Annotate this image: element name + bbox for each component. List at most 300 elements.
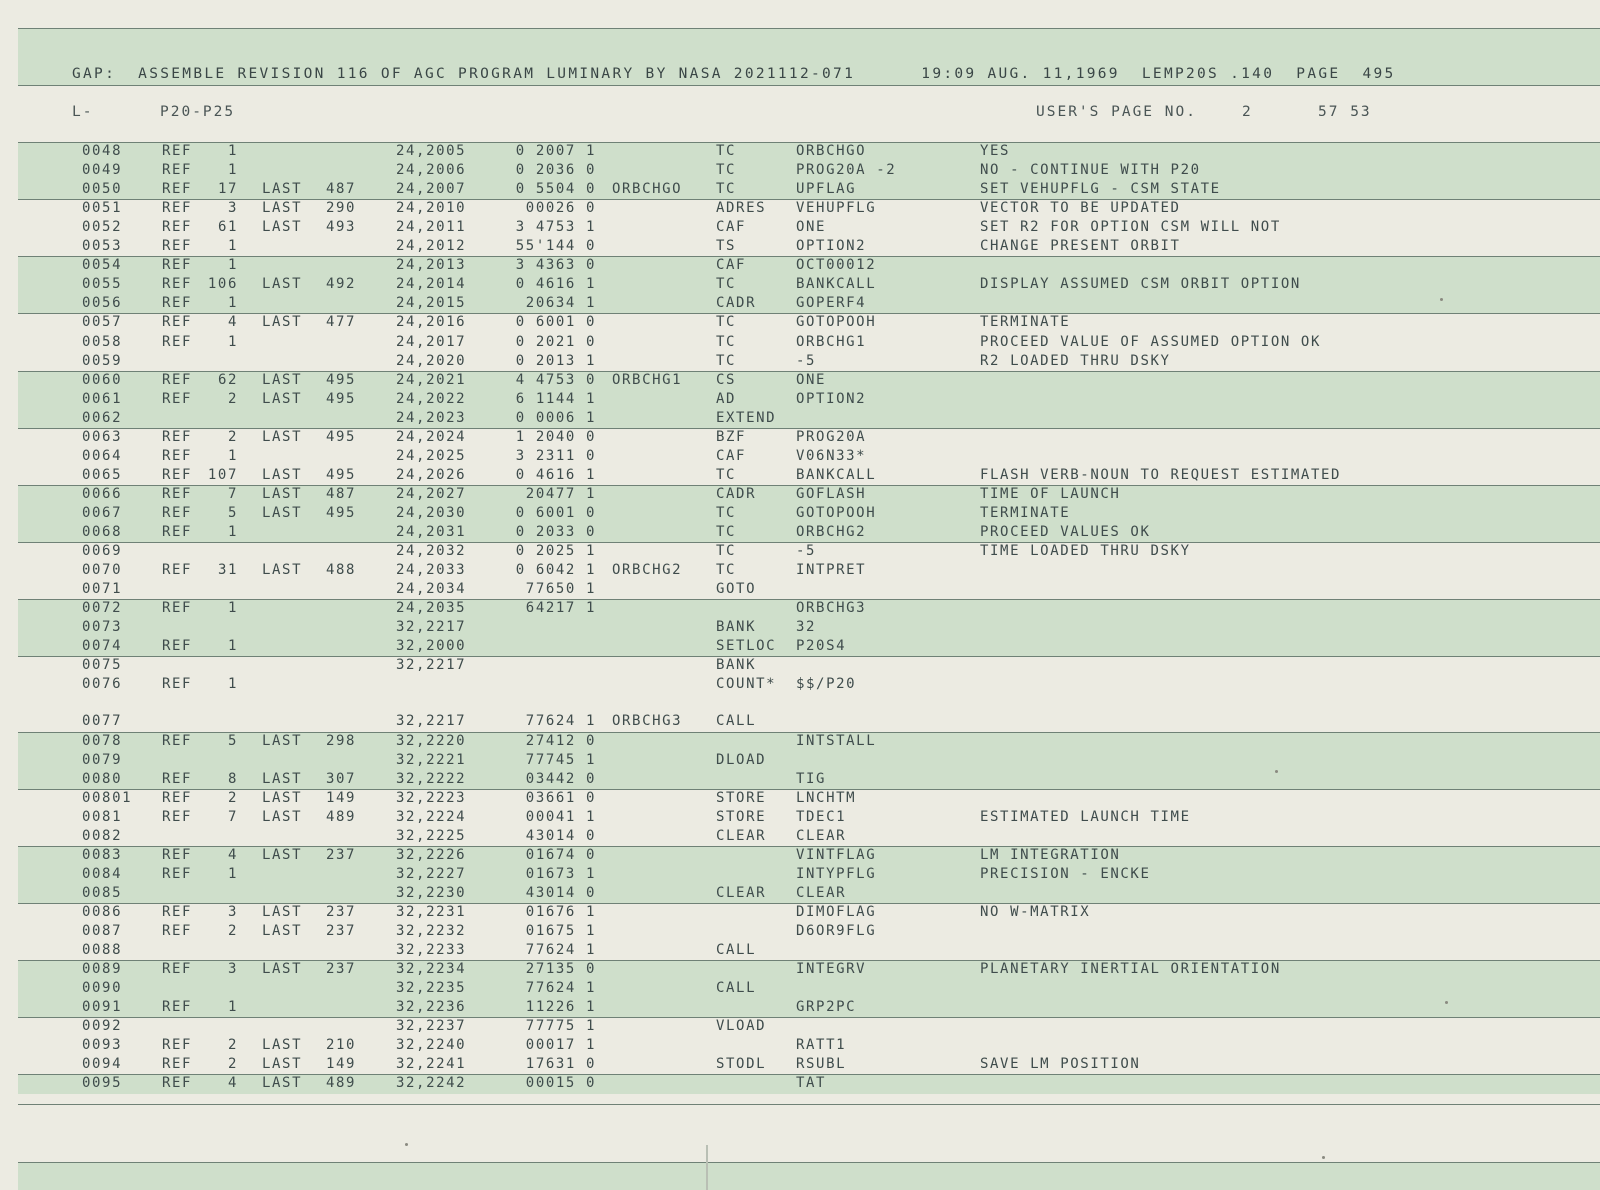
listing-address: 32,2217 — [396, 619, 467, 636]
listing-row — [0, 942, 1600, 961]
listing-address: 24,2016 — [396, 314, 467, 331]
listing-last: LAST — [262, 846, 303, 863]
listing-address: 24,2031 — [396, 524, 467, 540]
listing-seq-number: 0059 — [82, 352, 123, 369]
paper-speck — [1275, 770, 1278, 773]
listing-comment: TERMINATE — [980, 314, 1071, 331]
listing-address: 32,2221 — [396, 751, 467, 768]
listing-seq-number: 0087 — [82, 923, 123, 939]
listing-label: ORBCHG2 — [612, 562, 683, 579]
listing-seq-number: 0064 — [82, 447, 123, 464]
listing-last: LAST — [262, 1037, 303, 1054]
listing-seq-number: 0069 — [82, 543, 123, 560]
listing-last-line: 487 — [326, 485, 357, 502]
paper-fold-mark — [706, 1145, 708, 1190]
listing-opcode: STODL — [716, 1056, 767, 1073]
listing-word: 0 5504 0 — [515, 181, 596, 198]
listing-operand: GOPERF4 — [796, 295, 867, 312]
listing-last-line: 495 — [326, 504, 357, 521]
listing-ref: REF — [162, 219, 193, 236]
listing-last-line: 290 — [326, 200, 357, 217]
listing-address: 24,2026 — [396, 466, 467, 483]
listing-address: 24,2032 — [396, 543, 467, 560]
listing-seq-number: 0066 — [82, 485, 123, 502]
listing-address: 32,2226 — [396, 846, 467, 863]
listing-seq-number: 0053 — [82, 238, 123, 255]
listing-opcode: BANK — [716, 657, 757, 674]
listing-comment: SET VEHUPFLG - CSM STATE — [980, 181, 1221, 198]
listing-word: 77745 1 — [525, 751, 596, 768]
listing-operand: V06N33* — [796, 447, 867, 464]
listing-opcode: CAF — [716, 219, 747, 236]
listing-address: 32,2217 — [396, 657, 467, 674]
listing-comment: VECTOR TO BE UPDATED — [980, 200, 1181, 217]
listing-word: 0 2013 1 — [515, 352, 596, 369]
listing-address: 24,2035 — [396, 600, 467, 617]
listing-last-line: 495 — [326, 466, 357, 483]
listing-operand: GOTOPOOH — [796, 504, 877, 521]
listing-ref: REF — [162, 1037, 193, 1054]
listing-operand: BANKCALL — [796, 276, 877, 293]
listing-seq-number: 0056 — [82, 295, 123, 312]
listing-comment: PRECISION - ENCKE — [980, 865, 1151, 882]
listing-opcode: CALL — [716, 980, 757, 997]
listing-operand: ORBCHG1 — [796, 333, 867, 350]
listing-word: 0 0006 1 — [515, 409, 596, 426]
listing-address: 32,2232 — [396, 923, 467, 939]
listing-address: 32,2217 — [396, 713, 467, 730]
listing-operand: TAT — [796, 1075, 827, 1092]
listing-comment: SET R2 FOR OPTION CSM WILL NOT — [980, 219, 1281, 236]
listing-row — [0, 771, 1600, 790]
listing-row — [0, 448, 1600, 467]
listing-comment: PROCEED VALUE OF ASSUMED OPTION OK — [980, 333, 1321, 350]
listing-operand: -5 — [796, 543, 817, 560]
listing-ref: REF — [162, 524, 193, 540]
listing-last: LAST — [262, 181, 303, 198]
listing-operand: GOFLASH — [796, 485, 867, 502]
listing-ref-count: 7 — [227, 808, 238, 825]
listing-operand: GRP2PC — [796, 999, 857, 1016]
listing-last-line: 489 — [326, 808, 357, 825]
listing-row — [0, 638, 1600, 657]
listing-last-line: 237 — [326, 846, 357, 863]
listing-opcode: BZF — [716, 428, 747, 445]
listing-row — [0, 657, 1600, 676]
listing-row — [0, 257, 1600, 276]
listing-comment: TERMINATE — [980, 504, 1071, 521]
listing-rule-end — [18, 1104, 1600, 1105]
listing-row — [0, 790, 1600, 809]
listing-row — [0, 353, 1600, 372]
listing-row — [0, 961, 1600, 980]
listing-operand: ONE — [796, 371, 827, 388]
listing-word: 43014 0 — [525, 827, 596, 844]
listing-address: 24,2027 — [396, 485, 467, 502]
listing-ref-count: 1 — [227, 524, 238, 540]
listing-last: LAST — [262, 808, 303, 825]
listing-word: 00026 0 — [525, 200, 596, 217]
listing-word: 0 6001 0 — [515, 314, 596, 331]
listing-seq-number: 0052 — [82, 219, 123, 236]
listing-opcode: TC — [716, 562, 737, 579]
listing-comment: DISPLAY ASSUMED CSM ORBIT OPTION — [980, 276, 1301, 293]
listing-row — [0, 314, 1600, 333]
listing-row — [0, 752, 1600, 771]
listing-address: 24,2006 — [396, 162, 467, 179]
listing-word: 0 6001 0 — [515, 504, 596, 521]
listing-word: 55'144 0 — [515, 238, 596, 255]
listing-ref: REF — [162, 447, 193, 464]
listing-seq-number: 0073 — [82, 619, 123, 636]
listing-comment: TIME OF LAUNCH — [980, 485, 1121, 502]
listing-word: 0 2007 1 — [515, 143, 596, 159]
listing-seq-number: 0067 — [82, 504, 123, 521]
listing-row — [0, 219, 1600, 238]
listing-seq-number: 0089 — [82, 961, 123, 978]
listing-operand: 32 — [796, 619, 817, 636]
listing-ref-count: 2 — [227, 923, 238, 939]
listing-operand: PROG20A -2 — [796, 162, 897, 179]
listing-last: LAST — [262, 314, 303, 331]
listing-ref-count: 106 — [207, 276, 238, 293]
listing-operand: VINTFLAG — [796, 846, 877, 863]
listing-word: 3 2311 0 — [515, 447, 596, 464]
users-page-label: USER'S PAGE NO. — [1036, 104, 1197, 120]
listing-operand: CLEAR — [796, 827, 847, 844]
listing-row — [0, 238, 1600, 257]
listing-last-line: 210 — [326, 1037, 357, 1054]
listing-address: 32,2000 — [396, 638, 467, 655]
listing-ref: REF — [162, 428, 193, 445]
footer-band — [18, 1162, 1600, 1190]
listing-word: 03661 0 — [525, 789, 596, 806]
listing-ref-count: 5 — [227, 732, 238, 749]
listing-address: 24,2014 — [396, 276, 467, 293]
listing-ref-count: 1 — [227, 447, 238, 464]
listing-seq-number: 0050 — [82, 181, 123, 198]
listing-row — [0, 676, 1600, 695]
listing-seq-number: 0084 — [82, 865, 123, 882]
listing-opcode: CS — [716, 371, 737, 388]
listing-word: 01673 1 — [525, 865, 596, 882]
listing-word: 3 4363 0 — [515, 257, 596, 274]
listing-last: LAST — [262, 466, 303, 483]
listing-seq-number: 0065 — [82, 466, 123, 483]
listing-word: 00017 1 — [525, 1037, 596, 1054]
listing-opcode: TC — [716, 276, 737, 293]
listing-address: 32,2224 — [396, 808, 467, 825]
listing-opcode: CAF — [716, 257, 747, 274]
listing-opcode: TC — [716, 162, 737, 179]
listing-opcode: BANK — [716, 619, 757, 636]
listing-ref: REF — [162, 295, 193, 312]
listing-address: 24,2033 — [396, 562, 467, 579]
section-name: P20-P25 — [160, 104, 236, 120]
listing-opcode: STORE — [716, 789, 767, 806]
listing-address: 24,2013 — [396, 257, 467, 274]
listing-operand: ORBCHG3 — [796, 600, 867, 617]
listing-ref: REF — [162, 923, 193, 939]
listing-address: 32,2240 — [396, 1037, 467, 1054]
listing-last-line: 237 — [326, 961, 357, 978]
listing-word: 11226 1 — [525, 999, 596, 1016]
listing-seq-number: 0094 — [82, 1056, 123, 1073]
listing-row — [0, 181, 1600, 200]
listing-ref-count: 61 — [217, 219, 238, 236]
listing-ref-count: 2 — [227, 1056, 238, 1073]
listing-ref: REF — [162, 676, 193, 693]
listing-word: 03442 0 — [525, 770, 596, 787]
listing-ref-count: 2 — [227, 428, 238, 445]
listing-ref: REF — [162, 333, 193, 350]
page-code: 57 53 — [1318, 104, 1372, 120]
listing-row — [0, 295, 1600, 314]
listing-row — [0, 562, 1600, 581]
listing-operand: RATT1 — [796, 1037, 847, 1054]
listing-opcode: VLOAD — [716, 1018, 767, 1035]
listing-opcode: TC — [716, 143, 737, 159]
listing-row — [0, 866, 1600, 885]
listing-address: 32,2237 — [396, 1018, 467, 1035]
listing-ref: REF — [162, 562, 193, 579]
listing-seq-number: 0081 — [82, 808, 123, 825]
listing-operand: INTEGRV — [796, 961, 867, 978]
listing-seq-number: 0079 — [82, 751, 123, 768]
listing-last-line: 149 — [326, 789, 357, 806]
listing-comment: SAVE LM POSITION — [980, 1056, 1141, 1073]
listing-seq-number: 0078 — [82, 732, 123, 749]
listing-last: LAST — [262, 390, 303, 407]
listing-ref-count: 1 — [227, 333, 238, 350]
listing-word: 0 6042 1 — [515, 562, 596, 579]
listing-address: 24,2030 — [396, 504, 467, 521]
listing-seq-number: 0076 — [82, 676, 123, 693]
listing-ref-count: 3 — [227, 903, 238, 920]
listing-last: LAST — [262, 276, 303, 293]
listing-word: 00041 1 — [525, 808, 596, 825]
listing-label: ORBCHG1 — [612, 371, 683, 388]
listing-word: 64217 1 — [525, 600, 596, 617]
listing-word: 20477 1 — [525, 485, 596, 502]
listing-comment: NO - CONTINUE WITH P20 — [980, 162, 1201, 179]
listing-ref-count: 4 — [227, 1075, 238, 1092]
listing-row — [0, 828, 1600, 847]
listing-row — [0, 429, 1600, 448]
listing-ref-count: 1 — [227, 143, 238, 159]
listing-ref: REF — [162, 181, 193, 198]
listing-last: LAST — [262, 961, 303, 978]
listing-ref: REF — [162, 846, 193, 863]
listing-ref-count: 3 — [227, 200, 238, 217]
listing-address: 24,2011 — [396, 219, 467, 236]
listing-ref-count: 31 — [217, 562, 238, 579]
listing-last: LAST — [262, 428, 303, 445]
listing-opcode: COUNT* — [716, 676, 777, 693]
listing-address: 32,2242 — [396, 1075, 467, 1092]
listing-address: 32,2231 — [396, 903, 467, 920]
listing-word: 77775 1 — [525, 1018, 596, 1035]
listing-row — [0, 885, 1600, 904]
listing-opcode: AD — [716, 390, 737, 407]
listing-ref: REF — [162, 789, 193, 806]
section-left-marker: L- — [72, 104, 94, 120]
listing-seq-number: 0077 — [82, 713, 123, 730]
listing-row — [0, 733, 1600, 752]
listing-ref-count: 4 — [227, 314, 238, 331]
listing-address: 32,2223 — [396, 789, 467, 806]
listing-seq-number: 0055 — [82, 276, 123, 293]
listing-seq-number: 0058 — [82, 333, 123, 350]
listing-address: 32,2222 — [396, 770, 467, 787]
listing-address: 24,2023 — [396, 409, 467, 426]
listing-last-line: 495 — [326, 371, 357, 388]
listing-row — [0, 713, 1600, 732]
listing-word: 0 2036 0 — [515, 162, 596, 179]
listing-ref: REF — [162, 903, 193, 920]
listing-ref-count: 17 — [217, 181, 238, 198]
listing-title: GAP: ASSEMBLE REVISION 116 OF AGC PROGRAM LUMINARY BY NASA 2021112-071 19:09 AUG. 11,1969 LEMP20S .140 PAGE 495 — [72, 66, 1396, 82]
listing-address: 32,2227 — [396, 865, 467, 882]
listing-row — [0, 809, 1600, 828]
listing-ref-count: 4 — [227, 846, 238, 863]
listing-seq-number: 0048 — [82, 143, 123, 159]
listing-operand: $$/P20 — [796, 676, 857, 693]
listing-word: 6 1144 1 — [515, 390, 596, 407]
listing-address: 24,2024 — [396, 428, 467, 445]
listing-address: 24,2007 — [396, 181, 467, 198]
listing-ref-count: 1 — [227, 295, 238, 312]
listing-last: LAST — [262, 1056, 303, 1073]
listing-opcode: TC — [716, 181, 737, 198]
listing-ref-count: 107 — [207, 466, 238, 483]
listing-last-line: 307 — [326, 770, 357, 787]
listing-seq-number: 0051 — [82, 200, 123, 217]
listing-address: 24,2015 — [396, 295, 467, 312]
listing-address: 32,2225 — [396, 827, 467, 844]
listing-comment: LM INTEGRATION — [980, 846, 1121, 863]
listing-ref: REF — [162, 865, 193, 882]
listing-seq-number: 0080 — [82, 770, 123, 787]
listing-comment: FLASH VERB-NOUN TO REQUEST ESTIMATED — [980, 466, 1342, 483]
listing-ref: REF — [162, 1056, 193, 1073]
listing-row — [0, 999, 1600, 1018]
listing-address: 24,2012 — [396, 238, 467, 255]
listing-ref-count: 2 — [227, 390, 238, 407]
listing-row — [0, 543, 1600, 562]
listing-ref: REF — [162, 238, 193, 255]
listing-ref: REF — [162, 808, 193, 825]
listing-comment: ESTIMATED LAUNCH TIME — [980, 808, 1191, 825]
listing-address: 32,2236 — [396, 999, 467, 1016]
listing-last: LAST — [262, 562, 303, 579]
listing-opcode: TC — [716, 504, 737, 521]
listing-ref: REF — [162, 314, 193, 331]
listing-seq-number: 0091 — [82, 999, 123, 1016]
listing-address: 32,2241 — [396, 1056, 467, 1073]
listing-last: LAST — [262, 1075, 303, 1092]
header-rule-top — [18, 28, 1600, 29]
listing-word: 1 2040 0 — [515, 428, 596, 445]
listing-word: 77650 1 — [525, 581, 596, 598]
listing-ref: REF — [162, 390, 193, 407]
listing-address: 24,2017 — [396, 333, 467, 350]
listing-seq-number: 0083 — [82, 846, 123, 863]
listing-last: LAST — [262, 923, 303, 939]
listing-last: LAST — [262, 789, 303, 806]
listing-operand: OCT00012 — [796, 257, 877, 274]
listing-row — [0, 524, 1600, 543]
listing-seq-number: 0092 — [82, 1018, 123, 1035]
listing-word: 17631 0 — [525, 1056, 596, 1073]
listing-address: 24,2020 — [396, 352, 467, 369]
listing-ref-count: 2 — [227, 1037, 238, 1054]
listing-operand: OPTION2 — [796, 390, 867, 407]
listing-seq-number: 0063 — [82, 428, 123, 445]
listing-word: 0 4616 1 — [515, 466, 596, 483]
listing-seq-number: 0071 — [82, 581, 123, 598]
listing-word: 0 2025 1 — [515, 543, 596, 560]
listing-ref: REF — [162, 371, 193, 388]
listing-opcode: GOTO — [716, 581, 757, 598]
listing-word: 20634 1 — [525, 295, 596, 312]
listing-comment: TIME LOADED THRU DSKY — [980, 543, 1191, 560]
listing-last: LAST — [262, 200, 303, 217]
listing-operand: ORBCHGO — [796, 143, 867, 159]
listing-opcode: TC — [716, 543, 737, 560]
listing-seq-number: 0049 — [82, 162, 123, 179]
listing-word: 77624 1 — [525, 942, 596, 959]
listing-ref: REF — [162, 638, 193, 655]
listing-seq-number: 0082 — [82, 827, 123, 844]
listing-word: 00015 0 — [525, 1075, 596, 1092]
listing-last: LAST — [262, 903, 303, 920]
listing-ref-count: 8 — [227, 770, 238, 787]
listing-row — [0, 467, 1600, 486]
listing-row — [0, 923, 1600, 942]
listing-word: 43014 0 — [525, 884, 596, 901]
listing-address: 24,2005 — [396, 143, 467, 159]
listing-row — [0, 505, 1600, 524]
listing-seq-number: 00801 — [82, 789, 133, 806]
listing-seq-number: 0075 — [82, 657, 123, 674]
listing-ref-count: 5 — [227, 504, 238, 521]
listing-row — [0, 334, 1600, 353]
listing-seq-number: 0086 — [82, 903, 123, 920]
listing-ref-count: 1 — [227, 999, 238, 1016]
listing-opcode: TS — [716, 238, 737, 255]
listing-row — [0, 200, 1600, 219]
listing-opcode: EXTEND — [716, 409, 777, 426]
listing-word: 27412 0 — [525, 732, 596, 749]
listing-ref: REF — [162, 770, 193, 787]
listing-word: 0 2021 0 — [515, 333, 596, 350]
listing-ref-count: 1 — [227, 162, 238, 179]
listing-address: 24,2021 — [396, 371, 467, 388]
listing-last-line: 487 — [326, 181, 357, 198]
listing-row — [0, 372, 1600, 391]
listing-row — [0, 1018, 1600, 1037]
listing-label: ORBCHG3 — [612, 713, 683, 730]
listing-seq-number: 0070 — [82, 562, 123, 579]
listing-opcode: STORE — [716, 808, 767, 825]
listing-row — [0, 600, 1600, 619]
listing-last-line: 495 — [326, 428, 357, 445]
listing-opcode: TC — [716, 352, 737, 369]
listing-opcode: SETLOC — [716, 638, 777, 655]
listing-comment: NO W-MATRIX — [980, 903, 1091, 920]
listing-comment: CHANGE PRESENT ORBIT — [980, 238, 1181, 255]
